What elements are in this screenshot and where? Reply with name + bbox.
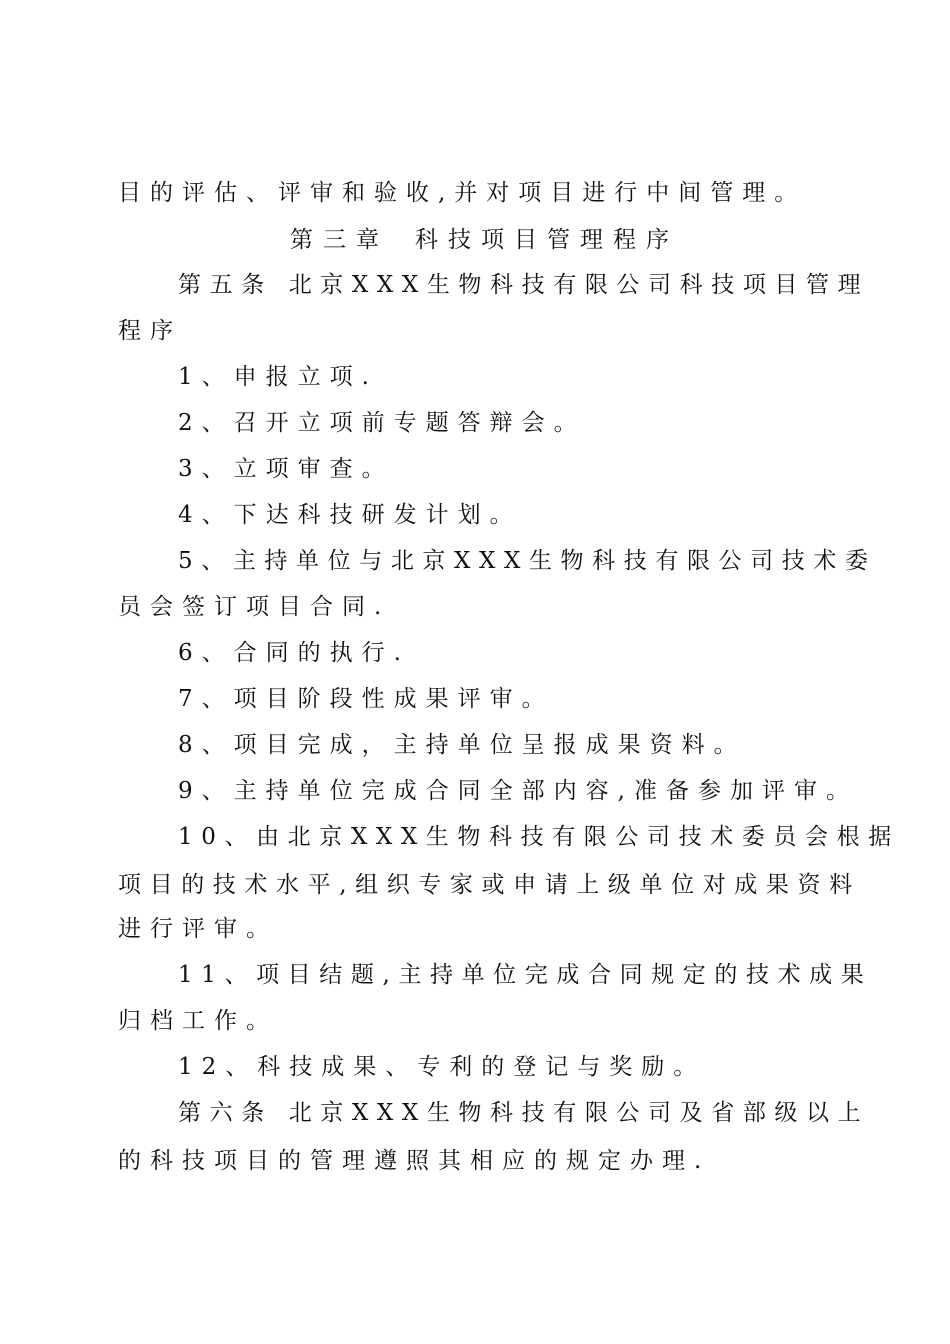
list-item: 9、主持单位完成合同全部内容,准备参加评审。 <box>178 778 858 804</box>
list-item: 2、召开立项前专题答辩会。 <box>178 410 586 436</box>
list-item: 8、项目完成，主持单位呈报成果资料。 <box>178 732 746 758</box>
list-item: 6、合同的执行. <box>178 640 410 666</box>
article-6-continuation: 的科技项目的管理遵照其相应的规定办理. <box>118 1148 711 1174</box>
paragraph-line: 目的评估、评审和验收,并对项目进行中间管理。 <box>118 180 807 206</box>
chapter-number: 第三章 <box>290 227 389 253</box>
list-item: 4、下达科技研发计划。 <box>178 502 522 528</box>
list-item: 11、项目结题,主持单位完成合同规定的技术成果 <box>178 962 873 988</box>
list-item-continuation: 进行评审。 <box>118 916 278 942</box>
list-item-continuation: 员会签订项目合同. <box>118 594 391 620</box>
list-item: 1、申报立项. <box>178 364 378 390</box>
list-item: 5、主持单位与北京XXX生物科技有限公司技术委 <box>178 548 877 574</box>
list-item-continuation: 归档工作。 <box>118 1008 278 1034</box>
chapter-title: 科技项目管理程序 <box>415 227 679 253</box>
list-item: 7、项目阶段性成果评审。 <box>178 686 554 712</box>
list-item: 10、由北京XXX生物科技有限公司技术委员会根据 <box>178 824 900 850</box>
list-item-continuation: 项目的技术水平,组织专家或申请上级单位对成果资料 <box>118 872 861 898</box>
article-6: 第六条 北京XXX生物科技有限公司及省部级以上 <box>178 1100 870 1126</box>
chapter-heading <box>290 225 679 255</box>
list-item: 3、立项审查。 <box>178 456 394 482</box>
list-item: 12、科技成果、专利的登记与奖励。 <box>178 1054 706 1080</box>
article-5-continuation: 程序 <box>118 318 182 344</box>
article-5: 第五条 北京XXX生物科技有限公司科技项目管理 <box>178 272 870 298</box>
